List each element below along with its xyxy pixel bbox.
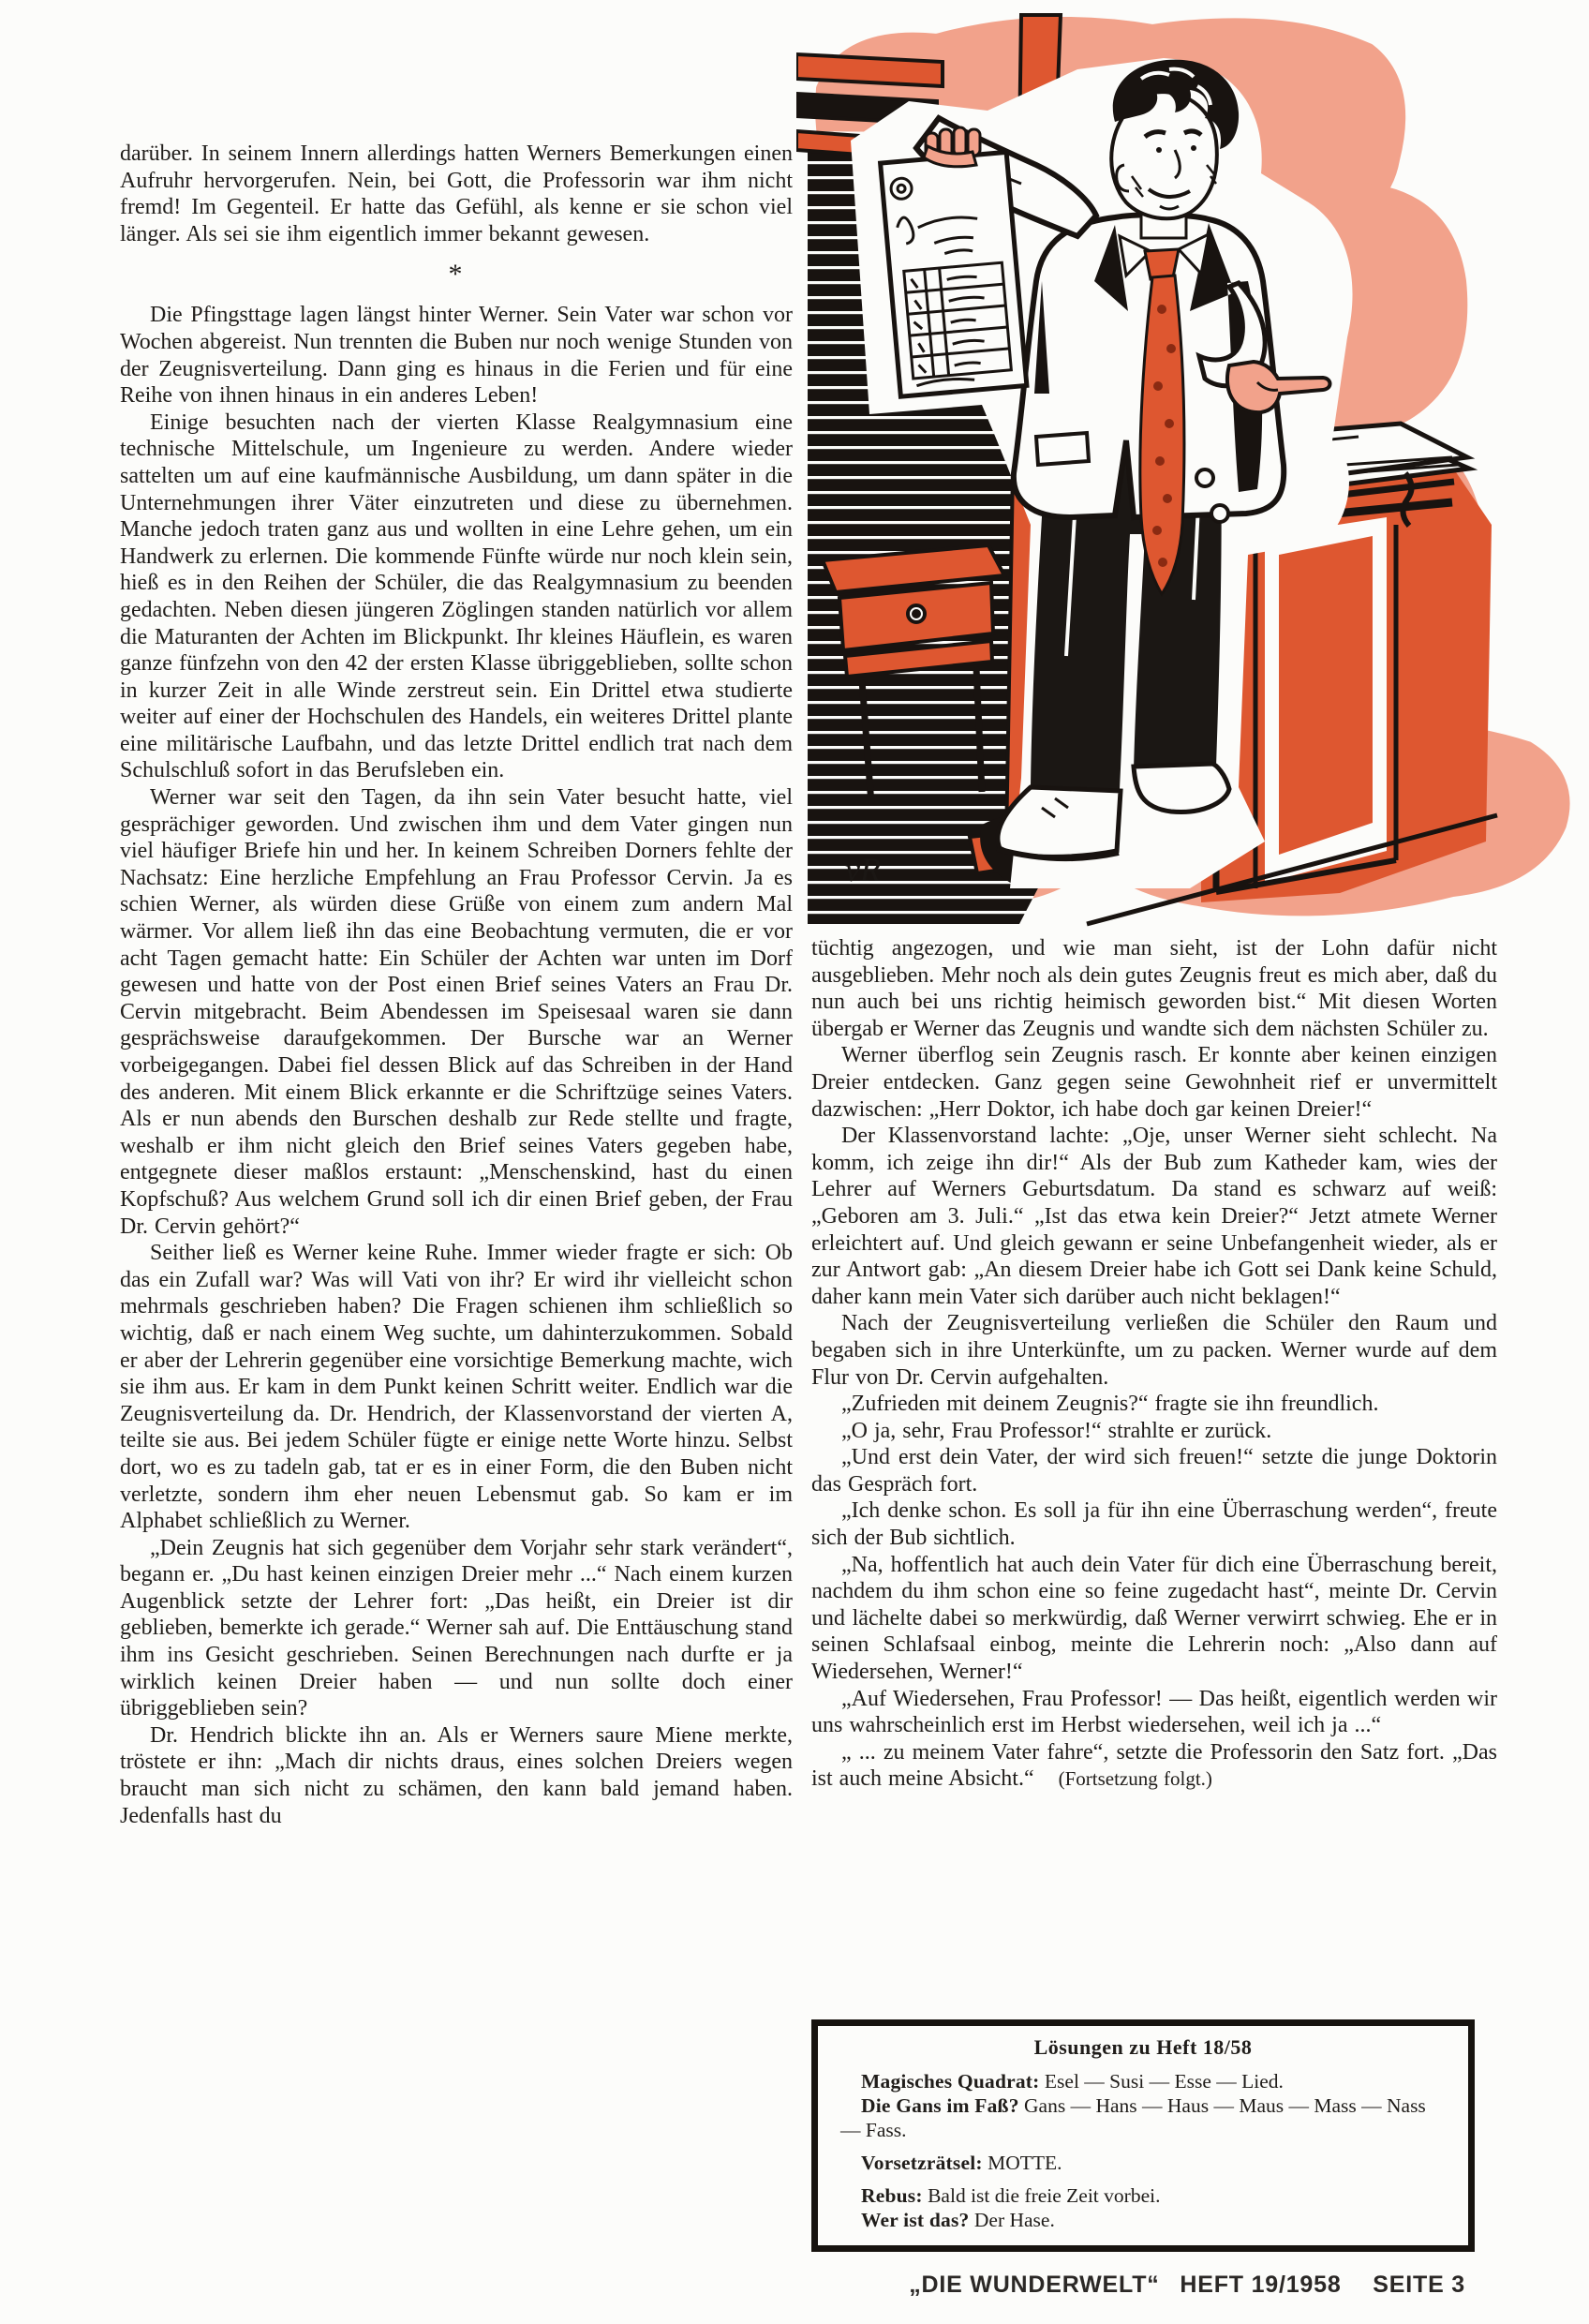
paragraph: Der Klassenvorstand lachte: „Oje, unser Werner sieht schlecht. Na komm, ich zeige ihn dir!“ Als der Bub zum Katheder kam, wies der Lehrer auf Werners Geburtsdatum. Da stand es schwarz auf weiß: „Geboren am 3. Juli.“ „Ist das etwa kein Dreier?“ Jetzt atmete Werner erleichtert auf. Und gleich gewann er seine Unbefangenheit wieder, als er zur Antwort gab: „An diesem Dreier habe ich Gott sei Dank keine Schuld, daher kann mein Vater sich darüber auch nicht beklagen!“ (811, 1124, 1497, 1309)
solution-label: Die Gans im Faß? (861, 2094, 1019, 2117)
paragraph: Einige besuchten nach der vierten Klasse Realgymnasium eine technische Mittelschule, um Ingenieure zu werden. Andere wieder sattelten um auf eine kaufmännische Ausbildung, um dann später in die Unternehmungen ihrer Väter einzutreten und diese zu übernehmen. Manche jedoch traten ganz aus und wollten in eine Lehre gehen, um ein Handwerk zu erlernen. Die kommende Fünfte würde nur noch klein sein, hieß es in den Reihen der Schüler, die das Realgymnasium zu beenden gedachten. Neben diesen jüngeren Zöglingen standen natürlich vor allem die Maturanten der Achten im Blickpunkt. Ihr kleines Häuflein, es waren ganze fünfzehn von den 42 der ersten Klasse übriggeblieben, sollte schon in kurzer Zeit in alle Winde zerstreut sein. Ein Drittel etwa studierte weiter auf einer der Hochschulen des Handels, ein weiteres Drittel plante eine militärische Laufbahn, und das letzte Drittel endlich trat nach dem Schulschluß sofort in das Berufsleben ein. (120, 410, 793, 783)
paragraph: „Dein Zeugnis hat sich gegenüber dem Vorjahr sehr stark verändert“, begann er. „Du hast keinen einzigen Dreier mehr ...“ Nach einem kurzen Augenblick setzte der Lehrer fort: „Das heißt, ein Dreier ist dir geblieben, bemerkte ich gerade.“ Werner sah auf. Die Enttäuschung stand ihm ins Gesicht geschrieben. Seinen Berechnungen nach durfte er ja wirklich keinen Dreier haben — und nun sollte doch einer übriggeblieben sein? (120, 1535, 793, 1721)
solution-item (840, 2208, 1446, 2232)
solution-item (840, 2183, 1446, 2208)
magazine-title: „DIE WUNDERWELT“ (909, 2272, 1160, 2298)
solution-label: Wer ist das? (861, 2209, 970, 2231)
paragraph: tüchtig angezogen, und wie man sieht, ist der Lohn dafür nicht ausgeblieben. Mehr noch als dein gutes Zeugnis freut es mich aber, daß du nun auch bei uns richtig heimisch geworden bist.“ Mit diesen Worten übergab er Werner das Zeugnis und wandte sich dem nächsten Schüler zu. (811, 936, 1497, 1041)
solution-label: Magisches Quadrat: (861, 2070, 1040, 2093)
pocket-flap (1036, 433, 1089, 465)
solution-text: Gans — Hans — Haus — Maus — Mass — Nass — Fass. (840, 2094, 1426, 2141)
paragraph: Dr. Hendrich blickte ihn an. Als er Werners saure Miene merkte, tröstete er ihn: „Mach dir nichts draus, eines solchen Dreiers wegen braucht man sich nicht zu schämen, den kann bald jemand haben. Jedenfalls hast du (120, 1722, 793, 1828)
paragraph-with-note (811, 1739, 1497, 1793)
solution-text: Bald ist die freie Zeit vorbei. (928, 2184, 1161, 2207)
page-footer (811, 2272, 1465, 2299)
story-illustration (796, 0, 1589, 937)
solution-label: Vorsetzrätsel: (861, 2152, 983, 2174)
jacket-button (1211, 505, 1228, 522)
solution-text: Esel — Susi — Esse — Lied. (1044, 2070, 1284, 2093)
continuation-note: (Fortsetzung folgt.) (1058, 1767, 1212, 1791)
solution-label: Rebus: (861, 2184, 923, 2207)
solutions-title: Lösungen zu Heft 18/58 (1033, 2035, 1253, 2059)
paragraph: „Zufrieden mit deinem Zeugnis?“ fragte sie ihn freundlich. (841, 1392, 1379, 1417)
paragraph: darüber. In seinem Innern allerdings hatten Werners Bemerkungen einen Aufruhr hervorgerufen. Nein, bei Gott, die Professorin war ihm nicht fremd! Im Gegenteil. Er hatte das Gefühl, als kenne er sie schon viel länger. Als sei sie ihm eigentlich immer bekannt gewesen. (120, 142, 793, 246)
paragraph: „O ja, sehr, Frau Professor!“ strahlte er zurück. (841, 1418, 1272, 1443)
paragraph: Werner überflog sein Zeugnis rasch. Er konnte aber keinen einzigen Dreier entdecken. Ganz gegen seine Gewohnheit rief er unvermittelt dazwischen: „Herr Doktor, ich habe doch gar keinen Dreier!“ (811, 1043, 1497, 1122)
solution-item (840, 2069, 1446, 2093)
paragraph: Die Pfingsttage lagen längst hinter Werner. Sein Vater war schon vor Wochen abgereist. Nun trennten die Buben nur noch wenige Stunden von der Zeugnisverteilung. Dann ging es hinaus in die Ferien und für eine Reihe von ihnen hinaus in ein anderes Leben! (120, 303, 793, 409)
right-column (811, 935, 1497, 1793)
holding-hand (924, 127, 980, 167)
report-card-graphic (881, 152, 1027, 396)
solution-text: MOTTE. (988, 2152, 1062, 2174)
left-column (120, 141, 793, 1829)
paragraph: „Ich denke schon. Es soll ja für ihn eine Überraschung werden“, freute sich der Bub sichtlich. (811, 1498, 1497, 1551)
paragraph: „Auf Wiedersehen, Frau Professor! — Das heißt, eigentlich werden wir uns wahrscheinlich erst im Herbst wiedersehen, weil ich ja ...“ (811, 1686, 1497, 1738)
paragraph: Seither ließ es Werner keine Ruhe. Immer wieder fragte er sich: Ob das ein Zufall war? Was will Vati von ihr? Er wird ihr vielleicht schon mehrmals geschrieben haben? Die Fragen schienen ihm schließlich so wichtig, daß er nach einem Weg suchte, um dahinterzukommen. Sobald er aber der Lehrerin gegenüber eine vorsichtige Bemerkung machte, wich sie ihm aus. Er kam in dem Punkt keinen Schritt weiter. Endlich war die Zeugnisverteilung da. Dr. Hendrich, der Klassenvorstand der vierten A, teilte sie aus. Bei jedem Schüler fügte er einige nette Worte hinzu. Selbst dort, wo es zu tadeln gab, tat er es in einer Form, die den Buben nicht verletzte, sondern ihm eher neuen Lebensmut gab. So kam er im Alphabet schließlich zu Werner. (120, 1241, 793, 1534)
solution-item (840, 2093, 1446, 2142)
artist-signature: vR (845, 851, 881, 888)
solutions-box (811, 2019, 1475, 2252)
issue-number: HEFT 19/1958 (1180, 2272, 1342, 2298)
section-divider: * (448, 259, 465, 290)
paragraph: Nach der Zeugnisverteilung verließen die Schüler den Raum und begaben sich in ihre Unterkünfte, um zu packen. Werner wurde auf dem Flur von Dr. Cervin aufgehalten. (811, 1311, 1497, 1390)
page-number: SEITE 3 (1373, 2272, 1465, 2298)
paragraph: Werner war seit den Tagen, da ihn sein Vater besucht hatte, viel gesprächiger geworden. Und zwischen ihm und dem Vater gingen nun viel häufiger Briefe hin und her. In keinem Schreiben Dorners fehlte der Nachsatz: Eine herzliche Empfehlung an Frau Professor Cervin. Ja es schien Werner, als würden diese Grüße von einem zum andern Mal wärmer. Vor allem ließ ihn das eine Beobachtung vermuten, die er vor acht Tagen gemacht hatte: Ein Schüler der Achten war unten im Dorf gewesen und hatte von der Post einen Brief seines Vaters an Frau Dr. Cervin mitgebracht. Beim Abendessen im Speisesaal waren sie dann gesprächsweise daraufgekommen. Der Bursche war an Werner vorbeigegangen. Dabei fiel dessen Blick auf das Schreiben in der Hand des anderen. Mit einem Blick erkannte er die Schriftzüge seines Vaters. Als er nun abends den Burschen deshalb zur Rede stellte und fragte, weshalb er ihm nicht gleich den Brief seines Vaters gegeben habe, entgegnete dieser maßlos erstaunt: „Menschenskind, hast du einen Kopfschuß? Aus welchem Grund soll ich dir einen Brief geben, der Frau Dr. Cervin gehört?“ (120, 785, 793, 1239)
solution-item (840, 2151, 1446, 2175)
paragraph: „Na, hoffentlich hat auch dein Vater für dich eine Überraschung bereit, nachdem du ihm schon eine so feine zugedacht hast“, meinte Dr. Cervin und lächelte dabei so merkwürdig, daß Werner verwirrt schwieg. Ehe er in seinen Schlafsaal einbog, meinte die Lehrerin noch: „Also dann auf Wiedersehen, Werner!“ (811, 1552, 1497, 1685)
paragraph: „Und erst dein Vater, der wird sich freuen!“ setzte die junge Doktorin das Gespräch fort. (811, 1445, 1497, 1497)
solution-text: Der Hase. (973, 2209, 1055, 2231)
paragraph-text: „ ... zu meinem Vater fahre“, setzte die Professorin den Satz fort. „Das ist auch meine Absicht.“ (811, 1739, 1497, 1792)
jacket-button (1196, 469, 1213, 486)
